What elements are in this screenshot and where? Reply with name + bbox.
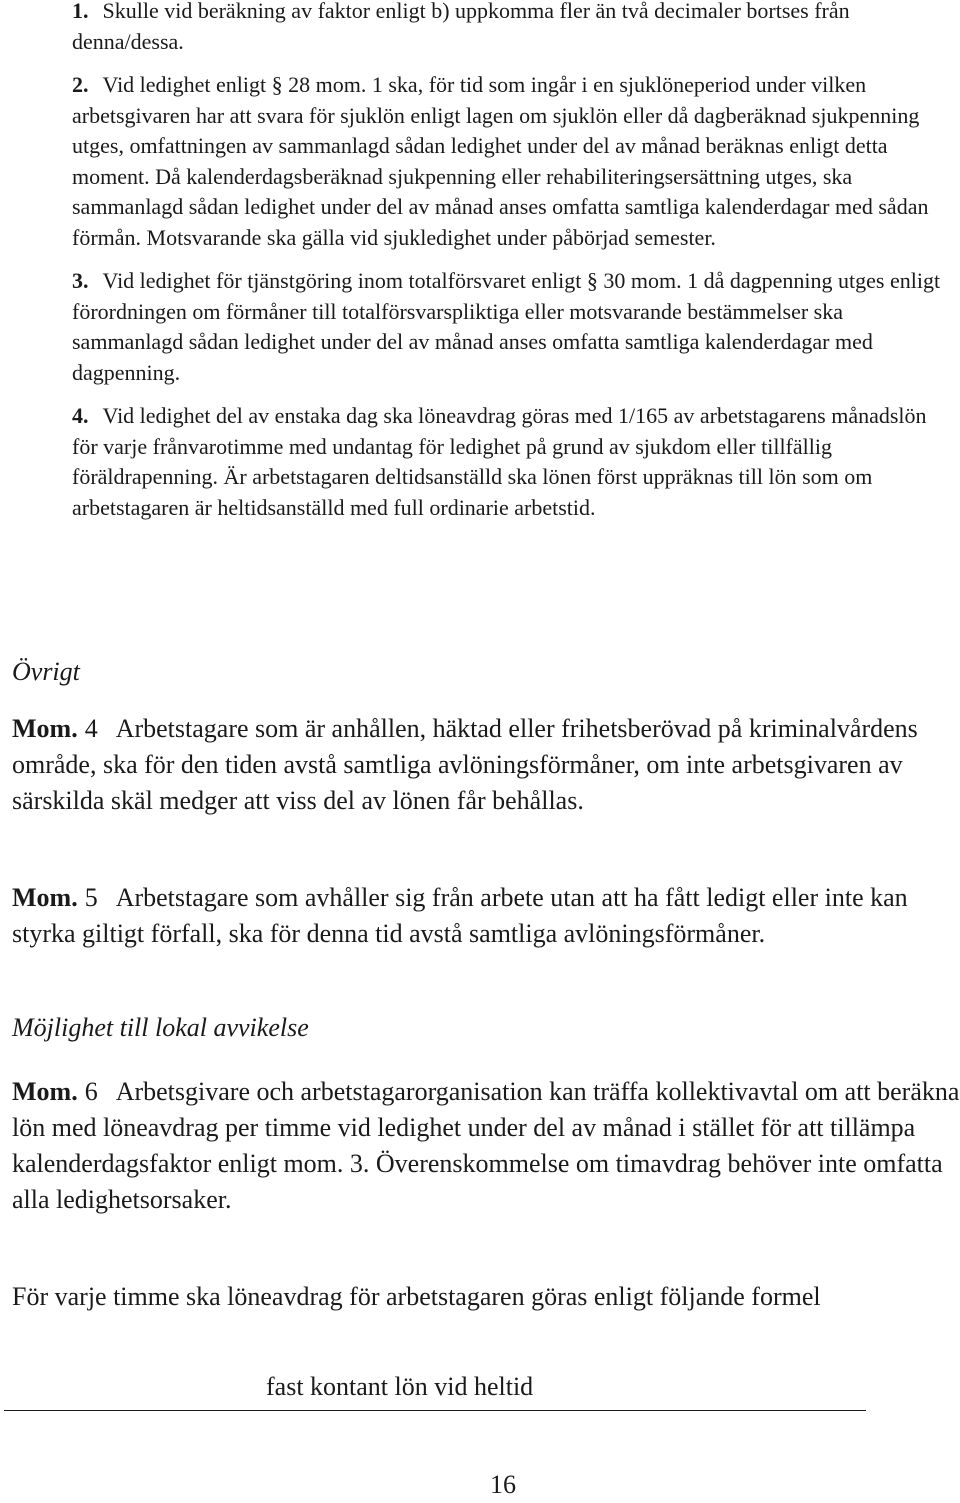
section-heading-mojlighet: Möjlighet till lokal avvikelse [12,1013,309,1042]
mom-4-paragraph: Mom. 4 Arbetstagare som är anhållen, häktad eller frihetsberövad på kriminalvårdens område, ska för den tiden avstå samtliga avlöningsförmåner, om inte arbetsgivaren av särskilda skäl medger att viss del av lönen får behållas. [12,714,918,815]
list-item: 2. Vid ledighet enligt § 28 mom. 1 ska, för tid som ingår i en sjuklöneperiod under vilken arbetsgivaren har att svara för sjuklön enligt lagen om sjuklön eller då dagberäknad sjukpenning utges, omfattningen av sammanlagd sådan ledighet under del av månad beräknas enligt detta moment. Då kalenderdagsberäknad sjukpenning eller rehabiliteringsersättning utges, ska sammanlagd sådan ledighet under del av månad anses omfatta samtliga kalenderdagar med sådan förmån. Motsvarande ska gälla vid sjukledighet under påbörjad semester. [72,72,929,250]
list-item: 4. Vid ledighet del av enstaka dag ska löneavdrag göras med 1/165 av arbetstagarens månadslön för varje frånvarotimme med undantag för ledighet på grund av sjukdom eller tillfällig föräldrapenning. Är arbetstagaren deltidsanställd ska lönen först uppräknas till lön som om arbetstagaren är heltidsanställd med full ordinarie arbetstid. [72,403,927,520]
mom-5-paragraph: Mom. 5 Arbetstagare som avhåller sig från arbete utan att ha fått ledigt eller inte kan styrka giltigt förfall, ska för denna tid avstå samtliga avlöningsförmåner. [12,883,908,948]
page-number: 16 [490,1470,516,1499]
fraction-line [4,1410,866,1411]
formula-numerator: fast kontant lön vid heltid [266,1372,534,1401]
list-item: 3. Vid ledighet för tjänstgöring inom totalförsvaret enligt § 30 mom. 1 då dagpenning utges enligt förordningen om förmåner till totalförsvarspliktiga eller motsvarande bestämmelser ska sammanlagd sådan ledighet under del av månad anses omfatta samtliga kalenderdagar med dagpenning. [72,268,941,385]
mom-6-paragraph: Mom. 6 Arbetsgivare och arbetstagarorganisation kan träffa kollektivavtal om att beräkna lön med löneavdrag per timme vid ledighet under del av månad i stället för att tillämpa kalenderdagsfaktor enligt mom. 3. Överenskommelse om timavdrag behöver inte omfatta alla ledighetsorsaker. [12,1077,960,1214]
section-heading-ovrigt: Övrigt [12,657,80,686]
numbered-list [72,0,956,536]
formula-intro: För varje timme ska löneavdrag för arbetstagaren göras enligt följande formel [12,1282,821,1311]
list-item: 1. Skulle vid beräkning av faktor enligt b) uppkomma fler än två decimaler bortses från denna/dessa. [72,0,850,54]
